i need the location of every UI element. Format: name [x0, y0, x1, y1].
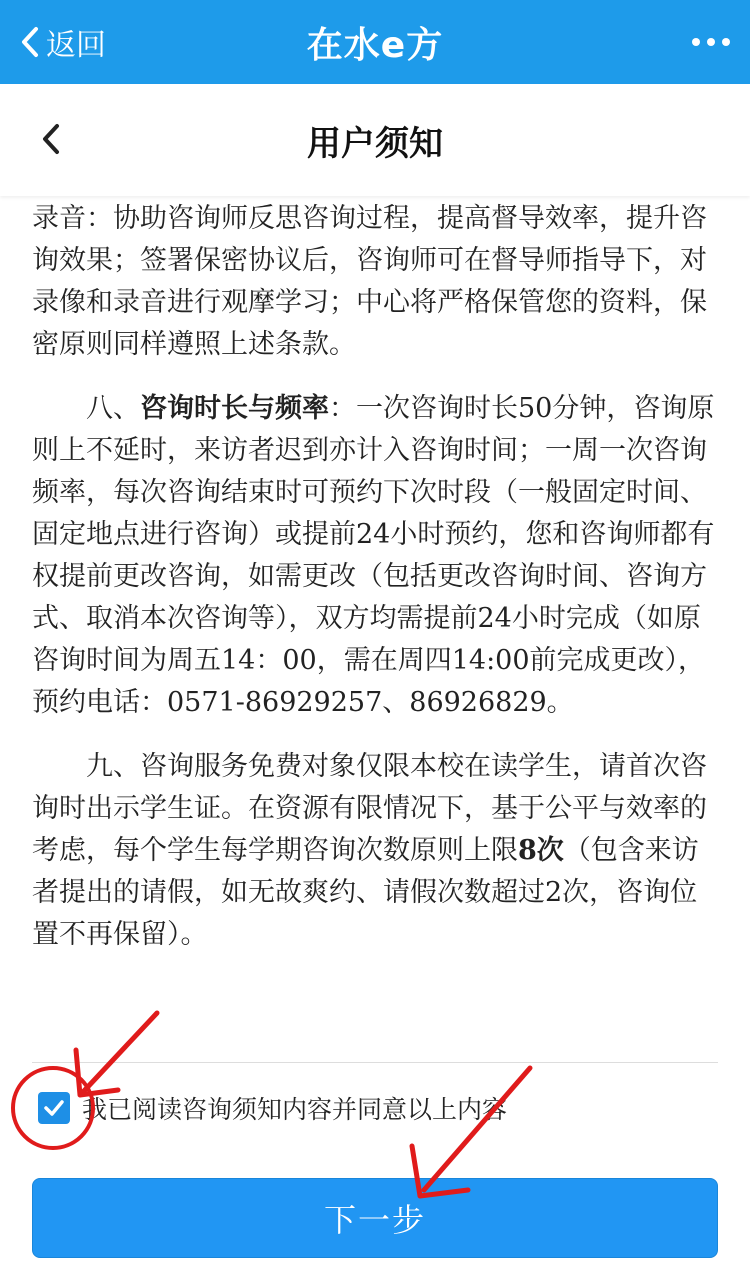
notice-paragraph-duration	[32, 388, 722, 724]
section-body-eligibility-a: 九、咨询服务免费对象仅限本校在读学生，请首次咨询时出示学生证。在资源有限情况下，基于公平与效率的考虑，每个学生每学期咨询次数原则上限	[32, 751, 707, 866]
agreement-row[interactable]	[38, 1090, 507, 1126]
next-button[interactable]: 下一步	[32, 1178, 718, 1258]
more-dot	[692, 38, 700, 46]
more-dot	[707, 38, 715, 46]
app-bar	[0, 0, 750, 84]
session-limit: 8次	[518, 835, 564, 866]
section-body-duration: ：一次咨询时长50分钟，咨询原则上不延时，来访者迟到亦计入咨询时间；一周一次咨询频率，每次咨询结束时可预约下次时段（一般固定时间、固定地点进行咨询）或提前24小时预约，您和咨询师都有权提前更改咨询，如需更改（包括更改咨询时间、咨询方式、取消本次咨询等），双方均需提前24小时完成（如原咨询时间为周五14：00，需在周四14:00前完成更改），预约电话：0571-86929257、86926829。	[32, 393, 715, 718]
section-number: 八、	[86, 393, 140, 424]
page-header	[0, 84, 750, 196]
agreement-label: 我已阅读咨询须知内容并同意以上内容	[82, 1095, 508, 1124]
page-title: 用户须知	[307, 123, 443, 164]
notice-paragraph-eligibility	[32, 746, 722, 956]
annotation-arrow-left	[76, 1013, 157, 1095]
checkmark-icon	[43, 1099, 65, 1117]
more-menu-icon[interactable]	[692, 0, 730, 84]
section-body-eligibility-b: （包含来访者提出的请假，如无故爽约、请假次数超过2次，咨询位置不再保留）。	[32, 835, 699, 950]
annotation-arrow-bottom	[412, 1068, 530, 1196]
notice-paragraph-recording: 录音：协助咨询师反思咨询过程，提高督导效率，提升咨询效果；签署保密协议后，咨询师可在督导师指导下，对录像和录音进行观摩学习；中心将严格保管您的资料，保密原则同样遵照上述条款。	[32, 203, 707, 360]
app-title: 在水e方	[306, 24, 444, 66]
agreement-checkbox[interactable]	[38, 1092, 70, 1124]
section-heading-duration: 咨询时长与频率	[140, 393, 329, 424]
more-dot	[722, 38, 730, 46]
notice-content	[32, 198, 722, 978]
divider	[32, 1062, 718, 1063]
back-label: 返回	[46, 28, 106, 63]
